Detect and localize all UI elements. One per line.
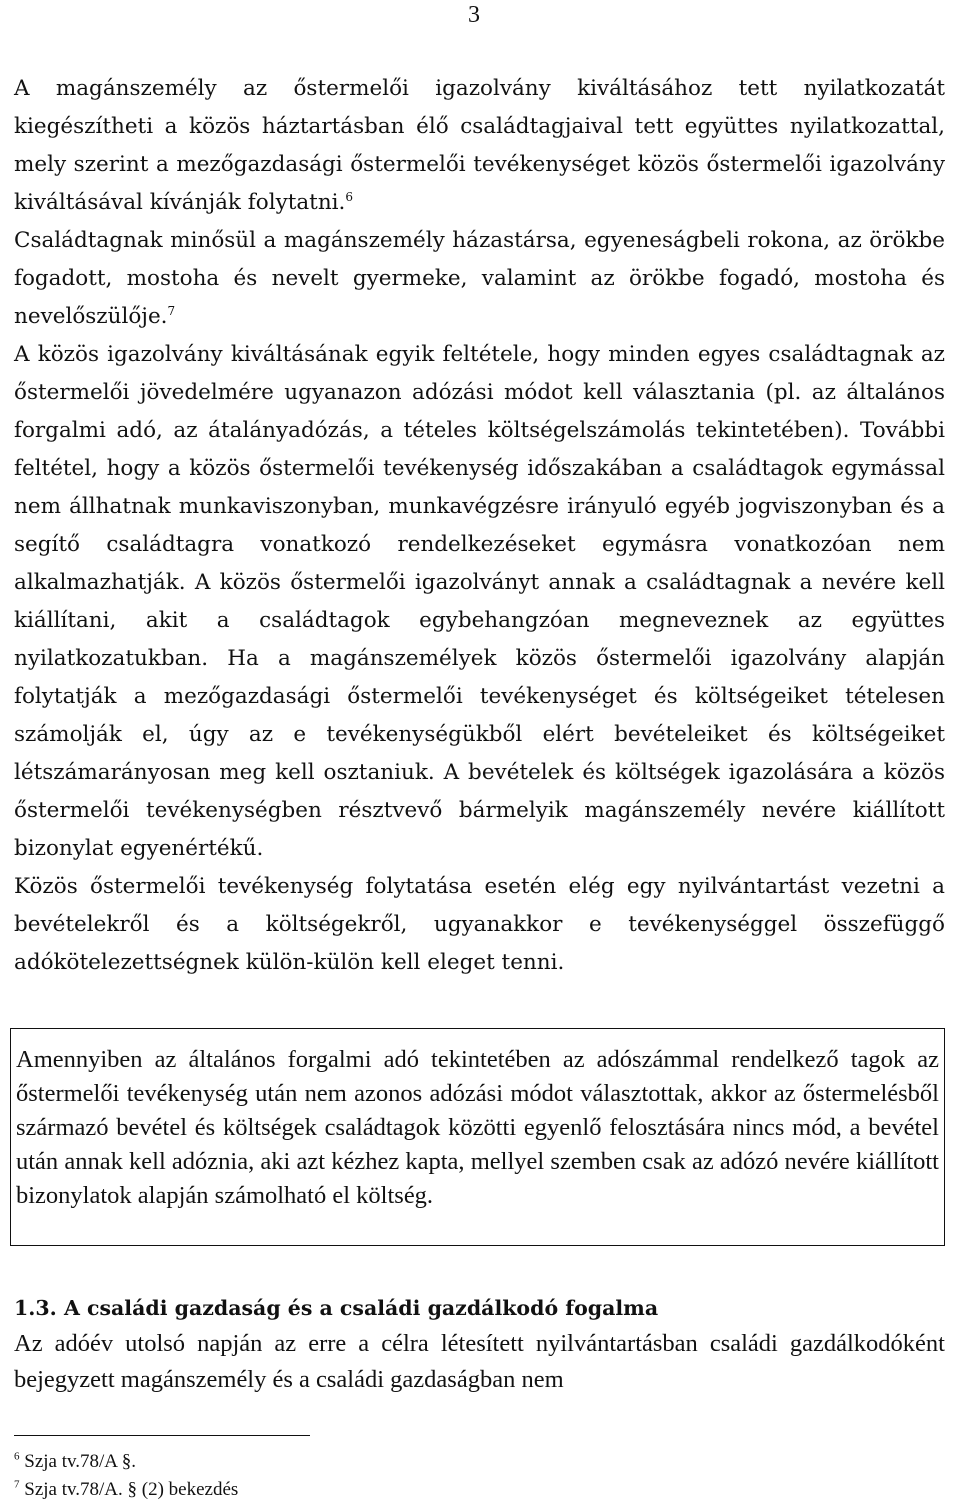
footnotes [14, 1448, 238, 1504]
section-text: Az adóév utolsó napján az erre a célra létesített nyilvántartásban családi gazdálkodóként bejegyzett magánszemély és a családi gazdaságban nem [14, 1330, 945, 1393]
footnote-text: Szja tv.78/A. § (2) bekezdés [24, 1479, 239, 1500]
footnote-text: Szja tv.78/A §. [24, 1451, 136, 1472]
section-heading: 1.3. A családi gazdaság és a családi gazdálkodó fogalma [14, 1296, 659, 1320]
highlight-box-text: Amennyiben az általános forgalmi adó tekintetében az adószámmal rendelkező tagok az őstermelői tevékenység után nem azonos adózási módot választottak, akkor az őstermelésből származó bevétel és költségek családtagok közötti egyenlő felosztására nincs mód, a bevétel után annak kell adóznia, aki azt kézhez kapta, mellyel szemben csak az adózó nevére kiállított bizonylatok alapján számolható el költség. [16, 1046, 939, 1209]
paragraph-text: Családtagnak minősül a magánszemély házastársa, egyeneságbeli rokona, az örökbe fogadott, mostoha és nevelt gyermeke, valamint az örökbe fogadó, mostoha és nevelőszülője. [14, 228, 945, 329]
footnote-number: 6 [14, 1450, 20, 1463]
paragraph-text: A magánszemély az őstermelői igazolvány kiváltásához tett nyilatkozatát kiegészítheti a közös háztartásban élő családtagjaival tett együttes nyilatkozattal, mely szerint a mezőgazdasági őstermelői tevékenységet közös őstermelői igazolvány kiváltásával kívánják folytatni. [14, 76, 945, 215]
paragraph-records: Közös őstermelői tevékenység folytatása esetén elég egy nyilvántartást vezetni a bevételekről és a költségekről, ugyanakkor e tevékenységgel összefüggő adókötelezettségnek külön-külön kell eleget tenni. [14, 874, 945, 975]
footnote-separator [14, 1435, 310, 1436]
footnote-ref: 6 [345, 189, 354, 204]
page-number: 3 [468, 2, 480, 28]
section-1-3 [14, 1290, 945, 1398]
footnote-ref: 7 [167, 303, 176, 318]
footnote-number: 7 [14, 1478, 20, 1491]
highlight-box [10, 1028, 945, 1246]
paragraph-family-member-definition [14, 222, 945, 336]
main-text [14, 70, 945, 982]
footnote-7 [14, 1476, 238, 1504]
footnote-6 [14, 1448, 238, 1476]
paragraph-conditions: A közös igazolvány kiváltásának egyik feltétele, hogy minden egyes családtagnak az őstermelői jövedelmére ugyanazon adózási módot kell választania (pl. az általános forgalmi adó, az átalányadózás, a tételes költségelszámolás tekintetében). További feltétel, hogy a közös őstermelői tevékenység időszakában a családtagok egymással nem állhatnak munkaviszonyban, munkavégzésre irányuló egyéb jogviszonyban és a segítő családtagra vonatkozó rendelkezéseket egymásra vonatkozóan nem alkalmazhatják. A közös őstermelői igazolványt annak a családtagnak a nevére kell kiállítani, akit a családtagok egybehangzóan megneveznek az együttes nyilatkozatukban. Ha a magánszemélyek közös őstermelői igazolvány alapján folytatják a mezőgazdasági őstermelői tevékenységet és költségeiket tételesen számolják el, úgy az e tevékenységükből elért bevételeiket és költségeiket létszámarányosan meg kell osztaniuk. A bevételek és költségek igazolására a közös őstermelői tevékenységben résztvevő bármelyik magánszemély nevére kiállított bizonylat egyenértékű. [14, 342, 945, 861]
paragraph-joint-declaration [14, 70, 945, 222]
